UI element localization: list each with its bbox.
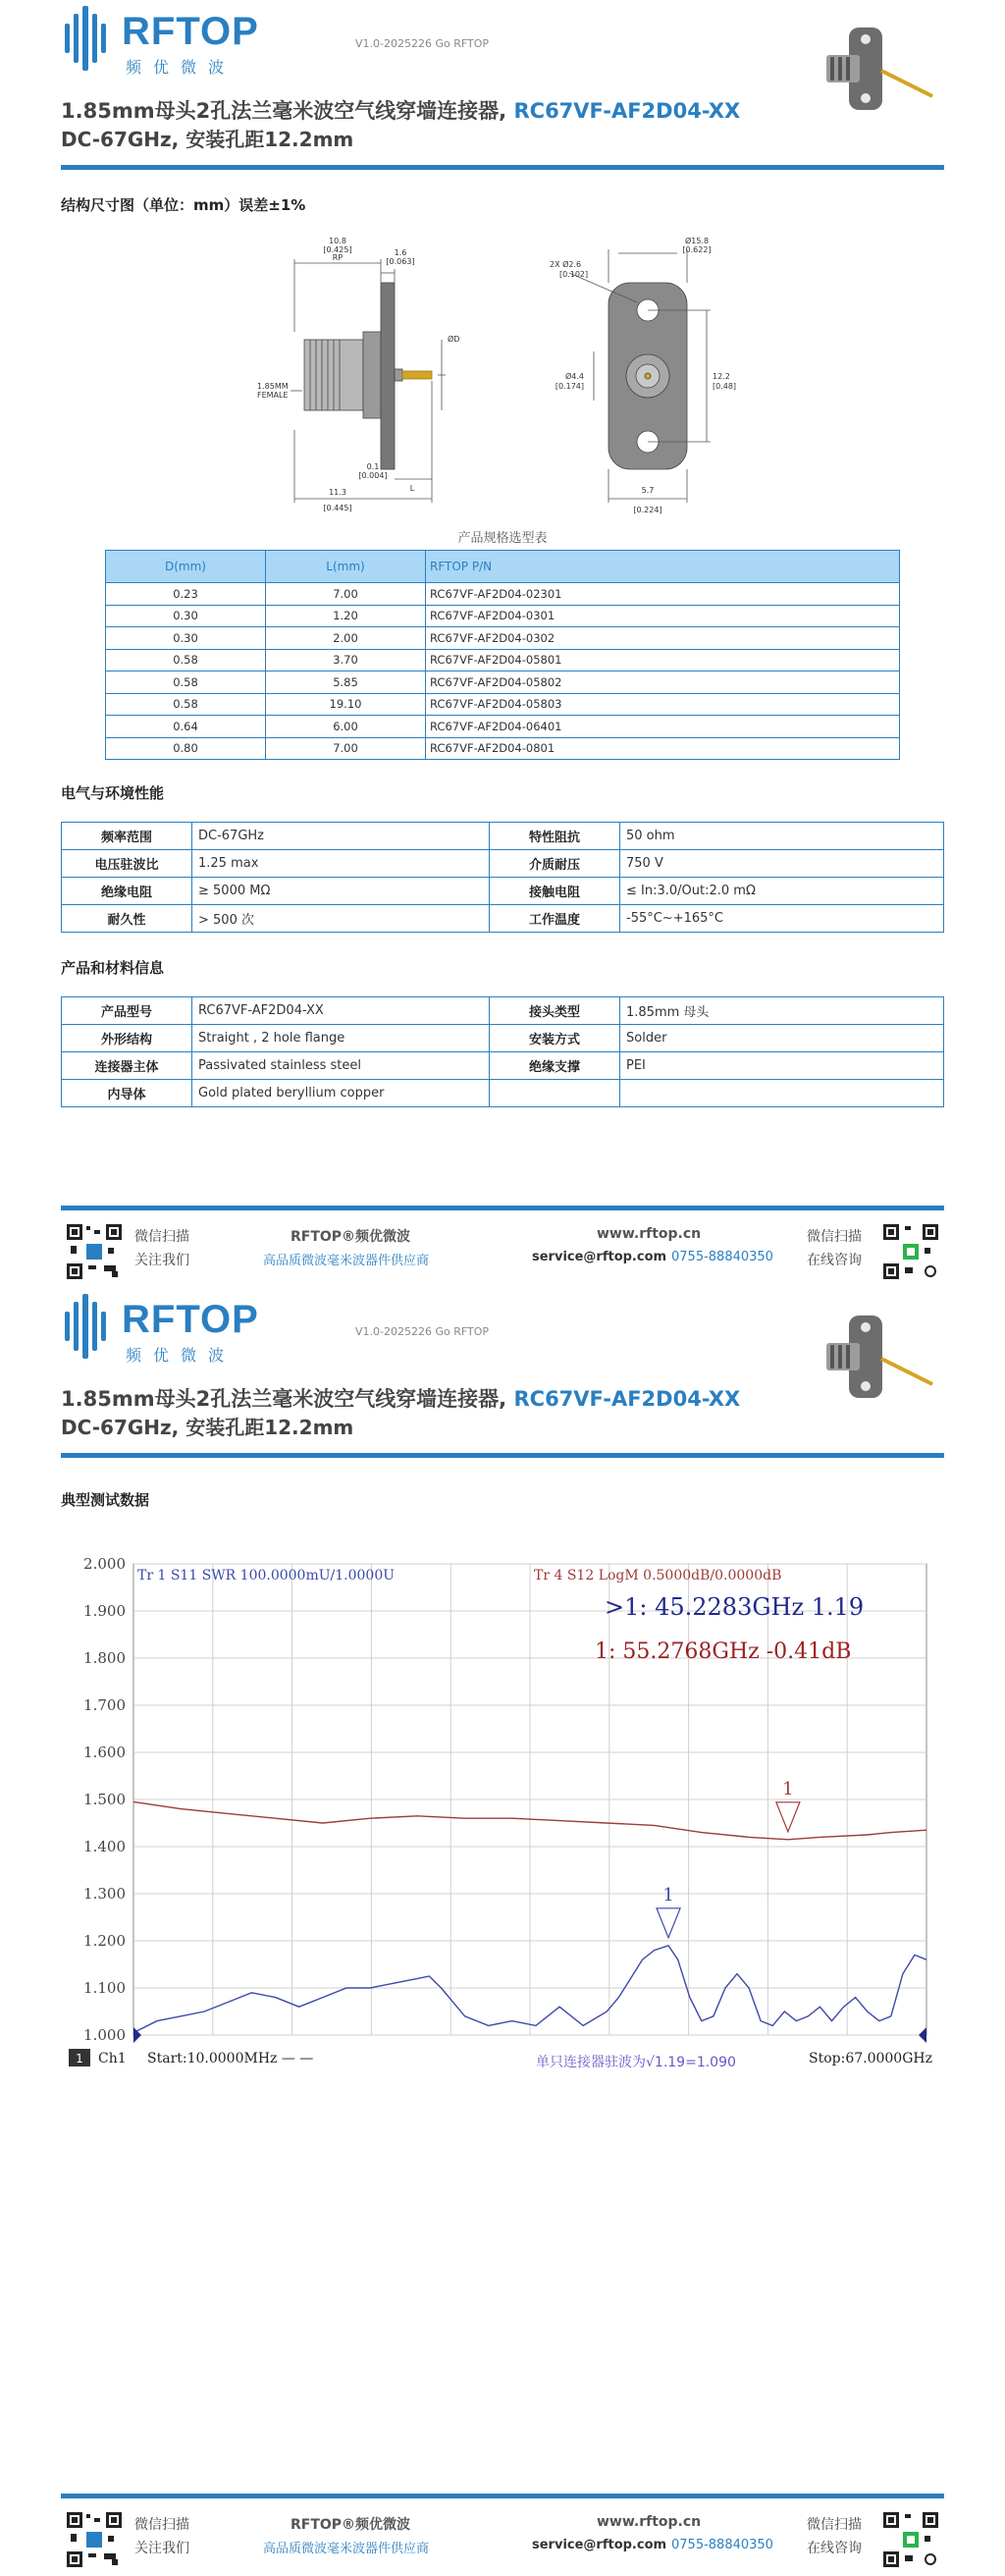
spec-label: 特性阻抗 (490, 823, 620, 850)
table-cell: 19.10 (266, 693, 426, 716)
table-cell: RC67VF-AF2D04-0801 (426, 737, 900, 760)
email-link[interactable]: service@rftop.com (532, 1250, 667, 1264)
table-cell: 0.23 (106, 583, 266, 606)
qr-code-icon (65, 2510, 124, 2569)
dim-label: [0.445] (323, 504, 352, 512)
company-name: RFTOP®频优微波 (291, 2517, 411, 2533)
test-section-title: 典型测试数据 (61, 1491, 150, 1509)
table-cell: 0.80 (106, 737, 266, 760)
table-cell: RC67VF-AF2D04-06401 (426, 716, 900, 738)
wechat-consult-1: 微信扫描 (807, 1229, 862, 1245)
table-cell: 0.30 (106, 627, 266, 650)
qr-code-icon (881, 1222, 940, 1281)
page-subtitle: DC-67GHz, 安装孔距12.2mm (61, 128, 354, 151)
spec-value: 750 V (620, 850, 944, 878)
spec-label: 内导体 (62, 1080, 192, 1107)
spec-label: 绝缘电阻 (62, 878, 192, 905)
table-row (106, 693, 900, 716)
version-text: V1.0-2025226 Go RFTOP (355, 1325, 490, 1338)
company-slogan: 高品质微波毫米波器件供应商 (263, 2542, 430, 2556)
table-row (62, 905, 944, 933)
brand-sub: 频优微波 (126, 1346, 237, 1365)
spec-label: 电压驻波比 (62, 850, 192, 878)
website-link[interactable]: www.rftop.cn (597, 2514, 702, 2530)
phone-number: 0755-88840350 (671, 1250, 773, 1264)
version-text: V1.0-2025226 Go RFTOP (355, 37, 490, 50)
table-row (106, 671, 900, 694)
table-cell: 2.00 (266, 627, 426, 650)
spec-value: -55°C~+165°C (620, 905, 944, 933)
brand-sub: 频优微波 (126, 58, 237, 77)
dim-label: 5.7 (641, 486, 655, 495)
y-tick-label: 1.100 (83, 1979, 126, 1997)
dim-label: 2X Ø2.6 (550, 260, 582, 269)
website-link[interactable]: www.rftop.cn (597, 1226, 702, 1242)
table-cell: 7.00 (266, 583, 426, 606)
spec-value: Gold plated beryllium copper (192, 1080, 490, 1107)
spec-label: 接头类型 (490, 997, 620, 1025)
footer (0, 1214, 1005, 1283)
wechat-consult-2: 在线咨询 (807, 1253, 862, 1268)
marker-tag: 1 (782, 1778, 794, 1799)
wechat-follow-1: 微信扫描 (134, 1229, 189, 1245)
table-cell: 0.58 (106, 671, 266, 694)
table-cell: RC67VF-AF2D04-0301 (426, 605, 900, 627)
connector-product-icon (824, 1308, 942, 1406)
y-tick-label: 1.600 (83, 1744, 126, 1761)
header-divider (61, 1453, 944, 1458)
wechat-follow-1: 微信扫描 (134, 2517, 189, 2533)
table-cell: RC67VF-AF2D04-05803 (426, 693, 900, 716)
spec-label: 安装方式 (490, 1025, 620, 1052)
spec-value: DC-67GHz (192, 823, 490, 850)
wechat-consult-1: 微信扫描 (807, 2517, 862, 2533)
dim-label: 12.2 (713, 372, 730, 381)
dim-label: 10.8 (329, 237, 346, 245)
spec-label (490, 1080, 620, 1107)
table-row (106, 737, 900, 760)
table-row (62, 1025, 944, 1052)
trace-4-label: Tr 4 S12 LogM 0.5000dB/0.0000dB (534, 1568, 782, 1583)
start-frequency: Start:10.0000MHz — — (147, 2051, 314, 2066)
dimension-drawing (255, 234, 766, 518)
spec-label: 外形结构 (62, 1025, 192, 1052)
table-row (62, 1052, 944, 1080)
wechat-consult-2: 在线咨询 (807, 2541, 862, 2556)
dim-label: 11.3 (329, 488, 346, 497)
table-cell: RC67VF-AF2D04-05801 (426, 649, 900, 671)
y-tick-label: 1.500 (83, 1791, 126, 1808)
spec-value: ≥ 5000 MΩ (192, 878, 490, 905)
table-cell: 0.58 (106, 693, 266, 716)
table-cell: 3.70 (266, 649, 426, 671)
spec-label: 接触电阻 (490, 878, 620, 905)
rftop-logo (61, 6, 267, 77)
table-cell: 0.58 (106, 649, 266, 671)
spec-value: > 500 次 (192, 905, 490, 933)
page-title: 1.85mm母头2孔法兰毫米波空气线穿墙连接器, RC67VF-AF2D04-XX (61, 1387, 741, 1411)
wechat-follow-2: 关注我们 (134, 1253, 189, 1268)
marker-2-readout: 1: 55.2768GHz -0.41dB (595, 1639, 852, 1664)
selection-table (105, 550, 900, 760)
column-header: RFTOP P/N (426, 551, 900, 583)
dim-label: 1.85MM (257, 382, 289, 391)
dim-label: [0.174] (555, 382, 584, 391)
y-tick-label: 1.200 (83, 1932, 126, 1950)
spec-value: Solder (620, 1025, 944, 1052)
table-cell: 7.00 (266, 737, 426, 760)
spec-value: PEI (620, 1052, 944, 1080)
qr-code-icon (881, 2510, 940, 2569)
email-link[interactable]: service@rftop.com (532, 2538, 667, 2552)
dim-label: [0.004] (358, 471, 388, 480)
footer-divider (61, 1206, 944, 1210)
table-cell: 0.64 (106, 716, 266, 738)
company-name: RFTOP®频优微波 (291, 1229, 411, 1245)
marker-tag: 1 (662, 1884, 674, 1905)
spec-value: 1.25 max (192, 850, 490, 878)
y-tick-label: 1.000 (83, 2026, 126, 2044)
spec-label: 频率范围 (62, 823, 192, 850)
dim-label: [0.425] (323, 245, 352, 254)
company-slogan: 高品质微波毫米波器件供应商 (263, 1254, 430, 1268)
dim-label: 0.1 (366, 462, 380, 471)
dim-label: Ø15.8 (684, 237, 710, 245)
spec-label: 连接器主体 (62, 1052, 192, 1080)
table-row (62, 997, 944, 1025)
dim-label: [0.102] (559, 270, 589, 279)
qr-code-icon (65, 1222, 124, 1281)
spec-label: 工作温度 (490, 905, 620, 933)
brand-name: RFTOP (122, 10, 259, 53)
footer (0, 2502, 1005, 2571)
wechat-follow-2: 关注我们 (134, 2541, 189, 2556)
dim-label: [0.48] (713, 382, 737, 391)
phone-number: 0755-88840350 (671, 2538, 773, 2552)
logo-mark-icon (61, 6, 122, 71)
dim-label: L (409, 484, 415, 493)
electrical-section-title: 电气与环境性能 (61, 784, 165, 802)
spec-value (620, 1080, 944, 1107)
table-row (106, 583, 900, 606)
page-subtitle: DC-67GHz, 安装孔距12.2mm (61, 1416, 354, 1439)
vswr-note: 单只连接器驻波为√1.19=1.090 (536, 2055, 736, 2070)
table-row (106, 627, 900, 650)
stop-frequency: Stop:67.0000GHz (809, 2051, 932, 2066)
spec-value: RC67VF-AF2D04-XX (192, 997, 490, 1025)
dim-label: FEMALE (257, 391, 289, 400)
dim-label: ØD (448, 335, 460, 344)
table-cell: RC67VF-AF2D04-0302 (426, 627, 900, 650)
drawing-section-title: 结构尺寸图（单位：mm）误差±1% (61, 196, 306, 214)
marker-1-readout: >1: 45.2283GHz 1.19 (605, 1593, 865, 1621)
spec-label: 产品型号 (62, 997, 192, 1025)
spec-value: 1.85mm 母头 (620, 997, 944, 1025)
table-row (62, 850, 944, 878)
spec-value: ≤ In:3.0/Out:2.0 mΩ (620, 878, 944, 905)
connector-product-icon (824, 20, 942, 118)
header-divider (61, 165, 944, 170)
selection-table-caption: 产品规格选型表 (457, 531, 548, 546)
dim-label: [0.622] (682, 245, 712, 254)
material-table (61, 996, 944, 1107)
y-tick-label: 2.000 (83, 1555, 126, 1573)
table-cell: 5.85 (266, 671, 426, 694)
logo-mark-icon (61, 1294, 122, 1359)
spec-label: 耐久性 (62, 905, 192, 933)
y-tick-label: 1.700 (83, 1696, 126, 1714)
table-cell: 1.20 (266, 605, 426, 627)
y-tick-label: 1.400 (83, 1838, 126, 1855)
dim-label: [0.224] (633, 506, 662, 514)
spec-label: 绝缘支撑 (490, 1052, 620, 1080)
brand-name: RFTOP (122, 1298, 259, 1341)
table-row (62, 1080, 944, 1107)
page-title: 1.85mm母头2孔法兰毫米波空气线穿墙连接器, RC67VF-AF2D04-XX (61, 99, 741, 123)
table-cell: 6.00 (266, 716, 426, 738)
dim-label: RP (332, 253, 344, 262)
rftop-logo (61, 1294, 267, 1365)
table-row (106, 605, 900, 627)
electrical-table (61, 822, 944, 933)
dim-label: 1.6 (394, 248, 407, 257)
spec-value: 50 ohm (620, 823, 944, 850)
column-header: L(mm) (266, 551, 426, 583)
material-section-title: 产品和材料信息 (61, 959, 165, 977)
footer-divider (61, 2494, 944, 2498)
table-cell: RC67VF-AF2D04-05802 (426, 671, 900, 694)
spec-value: Passivated stainless steel (192, 1052, 490, 1080)
table-row (62, 823, 944, 850)
y-tick-label: 1.800 (83, 1649, 126, 1667)
dim-label: Ø4.4 (564, 372, 584, 381)
y-tick-label: 1.900 (83, 1602, 126, 1620)
table-cell: 0.30 (106, 605, 266, 627)
spec-label: 介质耐压 (490, 850, 620, 878)
table-row (62, 878, 944, 905)
trace-1-label: Tr 1 S11 SWR 100.0000mU/1.0000U (137, 1568, 396, 1583)
y-tick-label: 1.300 (83, 1885, 126, 1903)
spec-value: Straight , 2 hole flange (192, 1025, 490, 1052)
channel-label: Ch1 (98, 2051, 127, 2066)
dim-label: [0.063] (386, 257, 415, 266)
channel-number: 1 (76, 2052, 83, 2066)
table-cell: RC67VF-AF2D04-02301 (426, 583, 900, 606)
table-row (106, 649, 900, 671)
column-header: D(mm) (106, 551, 266, 583)
test-data-chart (61, 1534, 944, 2084)
table-row (106, 716, 900, 738)
